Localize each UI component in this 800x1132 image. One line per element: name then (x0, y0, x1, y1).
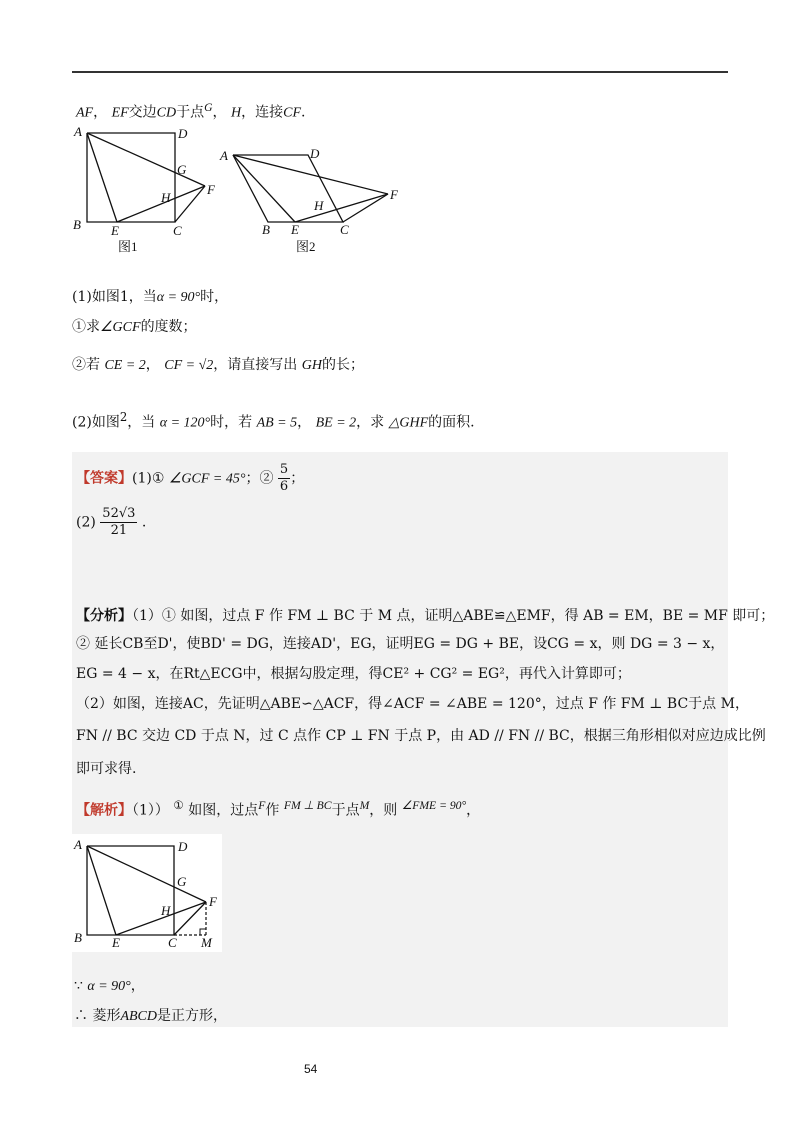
figures-1-2 (70, 122, 410, 262)
text: (1)如图1，当 (72, 289, 157, 305)
fig2-cf (343, 194, 388, 222)
segment-cf: CF (283, 105, 302, 121)
segment-ef: EF (111, 105, 129, 121)
fig3-label-d: D (178, 839, 188, 854)
denominator: 6 (279, 479, 289, 494)
fig3-ae (87, 846, 116, 935)
fig1-cf (175, 186, 205, 222)
fig3-cf (174, 902, 206, 935)
fig1-label-d: D (178, 126, 188, 141)
alpha-condition: α = 90° (87, 979, 131, 994)
analysis-tag: 【分析】 (76, 608, 132, 624)
figure-number: 2 (119, 410, 128, 424)
text: 交边 (128, 104, 157, 121)
point-f: F (258, 799, 266, 812)
cf-value: CF = √2 (164, 358, 214, 373)
analysis-line-4: （2）如图，连接AC，先证明△ABE∽△ACF，得∠ACF = ∠ABE = 120°，过点 F 作 FM ⊥ BC于点 M， (76, 696, 749, 712)
text: 的度数； (140, 319, 197, 335)
fig1-ae (87, 133, 117, 222)
fig2-label-b: B (262, 222, 270, 237)
text: ， (466, 802, 481, 819)
alpha-condition: α = 120° (159, 415, 211, 431)
fig1-label-c: C (173, 223, 182, 238)
fig1-label-g: G (177, 162, 187, 177)
text: 时，若 (210, 414, 253, 431)
point-h: H (231, 105, 242, 121)
text: (2) (76, 514, 96, 531)
analysis-line-5: FN // BC 交边 CD 于点 N，过 C 点作 CP ⊥ FN 于点 P，由 AD // FN // BC，根据三角形相似对应边成比例 (76, 728, 766, 744)
text: ②若 (72, 357, 100, 373)
point-g: G (204, 101, 213, 114)
fig3-label-f: F (209, 894, 217, 909)
fig2-ae (233, 155, 295, 222)
analysis-line-6: 即可求得. (76, 761, 137, 777)
text: 菱形 (92, 1008, 121, 1024)
fig3-label-b: B (74, 930, 82, 945)
ab-value: AB = 5 (256, 415, 298, 431)
text: . (141, 514, 147, 531)
since-line (74, 977, 145, 996)
text: 于点 (176, 104, 205, 121)
fig1-caption: 图1 (118, 239, 138, 254)
text: ，连接 (241, 104, 284, 121)
text: （1）① 如图，过点 F 作 FM ⊥ BC 于 M 点，证明△ABE≌△EMF，得 AB = EM，BE = MF 即可； (132, 608, 775, 624)
because-symbol: ∵ (74, 978, 83, 994)
text: 是正方形， (157, 1008, 228, 1024)
analysis-line-1 (76, 607, 774, 625)
fig3-label-a: A (74, 837, 82, 852)
text: (2)如图 (72, 414, 120, 431)
fig2-caption: 图2 (296, 239, 316, 254)
intro-line (76, 99, 305, 123)
numerator: 5 (279, 462, 289, 477)
text: 的长； (321, 357, 364, 373)
question-1a (72, 318, 197, 337)
fig3-label-e: E (112, 935, 120, 950)
text: ， (130, 978, 145, 994)
text: ； (290, 470, 305, 487)
answer-fraction-2 (100, 506, 137, 539)
header-rule (72, 71, 728, 73)
answer-tag: 【答案】 (76, 470, 132, 487)
text: ，当 (127, 414, 156, 431)
fig2-label-f: F (390, 187, 398, 202)
text: ，求 (356, 414, 385, 431)
point-m: M (359, 799, 370, 812)
text: ①求 (72, 319, 100, 335)
question-1b (72, 356, 364, 375)
answer-angle: ∠GCF = 45° (168, 471, 246, 487)
solution-tag: 【解析】 (76, 802, 132, 819)
triangle-ghf: △GHF (388, 415, 429, 431)
figure-3 (72, 834, 222, 952)
answer-fraction (278, 462, 290, 495)
segment-af: AF (76, 105, 94, 121)
text: . (301, 104, 306, 121)
fig1-label-a: A (74, 124, 82, 139)
analysis-line-3: EG = 4 − x，在Rt△ECG中，根据勾股定理，得CE² + CG² = EG²，再代入计算即可； (76, 666, 631, 682)
fig1-square (87, 133, 175, 222)
fig2-label-a: A (220, 148, 228, 163)
fig1-label-e: E (111, 223, 119, 238)
be-value: BE = 2 (315, 415, 357, 431)
text: 如图，过点 (188, 802, 259, 819)
angle-fme: ∠FME = 90° (401, 799, 467, 812)
text: 作 (265, 802, 280, 819)
answer-line-2 (76, 506, 146, 539)
fig2-label-c: C (340, 222, 349, 237)
sep: ， (93, 104, 108, 121)
alpha-condition: α = 90° (156, 290, 201, 305)
circled-one: ① (173, 798, 184, 812)
text: (1)① (132, 470, 165, 487)
fig3-label-h: H (161, 903, 171, 918)
quad-abcd: ABCD (120, 1009, 158, 1024)
fig2-label-e: E (291, 222, 299, 237)
segment-gh: GH (301, 358, 322, 373)
text: ，请直接写出 (213, 357, 298, 373)
text: ， (297, 414, 312, 431)
fig1-label-f: F (207, 182, 215, 197)
text: （1）） (132, 802, 169, 819)
fig3-label-g: G (177, 874, 187, 889)
fm-perp-bc: FM ⊥ BC (283, 799, 332, 812)
numerator: 52√3 (102, 506, 136, 521)
text: 时， (200, 289, 229, 305)
therefore-line (74, 1007, 227, 1026)
question-2 (72, 408, 475, 433)
text: 于点 (331, 802, 360, 819)
text: ；② (245, 470, 274, 487)
fig3-square (87, 846, 174, 935)
ce-value: CE = 2 (104, 358, 146, 373)
text: 的面积. (428, 414, 475, 431)
denominator: 21 (110, 523, 128, 538)
analysis-line-2: ② 延长CB至D'，使BD' = DG，连接AD'，EG，证明EG = DG + BE，设CG = x，则 DG = 3 − x， (76, 636, 725, 652)
therefore-symbol: ∴ (74, 1008, 88, 1024)
fig2-label-h: H (314, 198, 324, 213)
solution-line-1 (76, 796, 480, 820)
text: ， (145, 357, 160, 373)
question-1 (72, 288, 228, 307)
answer-line-1 (76, 462, 304, 495)
segment-cd: CD (156, 105, 177, 121)
page-number: 54 (304, 1062, 318, 1076)
fig1-label-b: B (73, 217, 81, 232)
fig2-label-d: D (310, 146, 320, 161)
fig1-label-h: H (161, 190, 171, 205)
text: ，则 (369, 802, 398, 819)
sep: ， (212, 104, 227, 121)
angle-gcf: ∠GCF (100, 320, 141, 335)
fig3-label-c: C (168, 935, 177, 950)
fig3-label-m: M (201, 935, 212, 950)
fig3-af (87, 846, 206, 902)
